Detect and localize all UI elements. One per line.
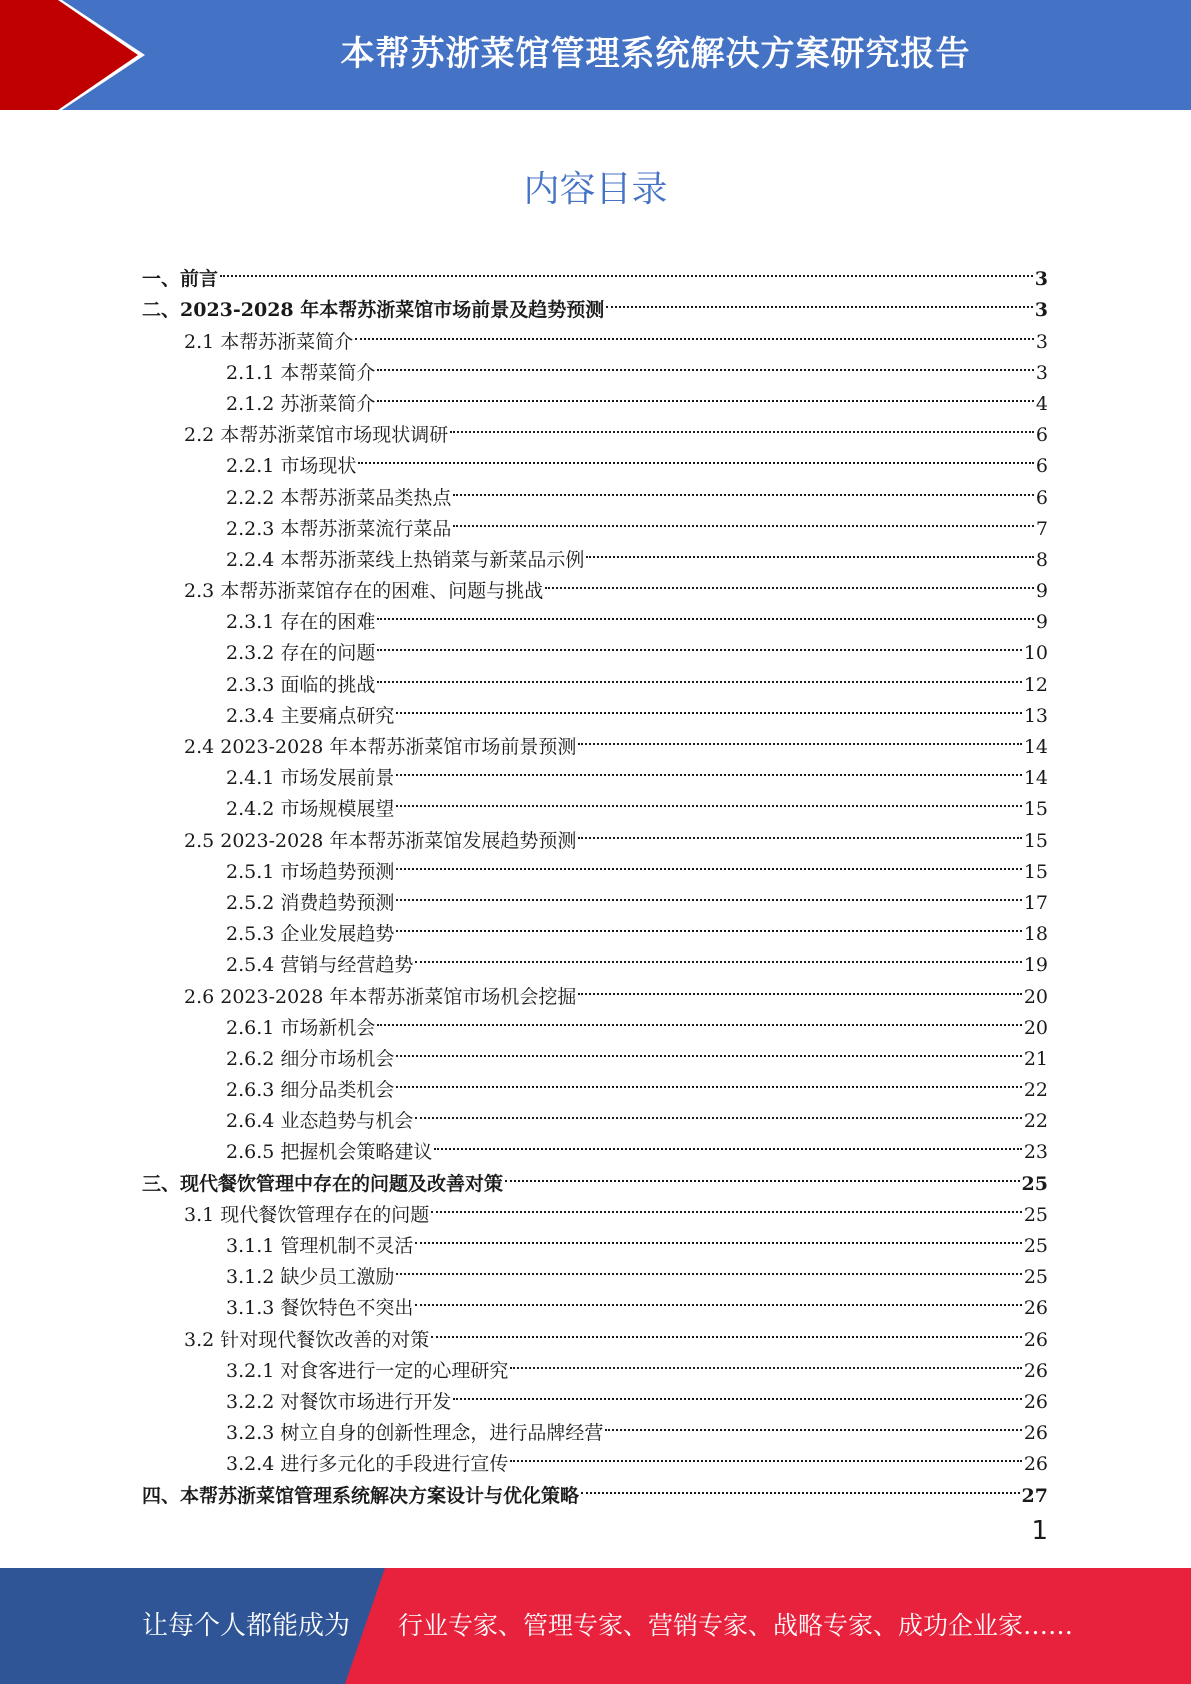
toc-entry-page: 26 [1023,1422,1048,1445]
toc-entry-page: 7 [1035,517,1048,540]
toc-entry-label: 2.3.1 存在的困难 [226,611,376,634]
toc-entry-page: 4 [1035,392,1048,415]
toc-entry-page: 3 [1034,299,1048,322]
toc-dot-leader [396,1034,1021,1065]
page-number: 1 [1031,1516,1048,1546]
toc-entry-label: 2.6.5 把握机会策略建议 [226,1141,433,1164]
toc-entry-page: 15 [1023,860,1048,883]
toc-entry-page: 10 [1023,642,1048,665]
toc-entry-page: 3 [1034,268,1048,291]
toc-dot-leader [415,940,1021,971]
toc-entry-page: 26 [1023,1453,1048,1476]
toc-entry-page: 9 [1035,580,1048,603]
page-header-band [0,0,1191,110]
toc-dot-leader [453,472,1034,503]
toc-entry-label: 2.5.2 消费趋势预测 [226,891,395,914]
toc-entry-label: 一、前言 [142,268,219,291]
toc-entry-page: 14 [1023,767,1048,790]
toc-entry-page: 17 [1023,891,1048,914]
toc-entry-page: 12 [1023,673,1048,696]
toc-dot-leader [453,1377,1021,1408]
toc-entry-label: 2.2.3 本帮苏浙菜流行菜品 [226,517,452,540]
toc-dot-leader [605,1408,1021,1439]
toc-entry-page: 26 [1023,1390,1048,1413]
toc-dot-leader [396,1065,1021,1096]
arrow-chevron-icon [0,0,160,110]
toc-entry-page: 3 [1035,361,1048,384]
toc-entry-label: 3.2.2 对餐饮市场进行开发 [226,1390,452,1413]
toc-dot-leader [358,441,1034,472]
toc-entry-label: 二、2023-2028 年本帮苏浙菜馆市场前景及趋势预测 [142,299,605,322]
toc-entry-label: 3.1.2 缺少员工激励 [226,1266,395,1289]
toc-entry-label: 2.2 本帮苏浙菜馆市场现状调研 [184,424,449,447]
toc-dot-leader [453,504,1034,535]
toc-entry-label: 2.4.1 市场发展前景 [226,767,395,790]
toc-dot-leader [396,753,1021,784]
toc-entry-page: 8 [1035,548,1048,571]
toc-dot-leader [355,316,1034,347]
toc-entry-page: 25 [1023,1235,1048,1257]
toc-entry-label: 2.1 本帮苏浙菜简介 [184,330,354,353]
toc-dot-leader [377,659,1021,690]
toc-dot-leader [586,535,1034,566]
toc-entry-page: 26 [1023,1297,1048,1320]
toc-entry-label: 四、本帮苏浙菜馆管理系统解决方案设计与优化策略 [142,1484,580,1507]
toc-entry-page: 18 [1023,923,1048,946]
toc-dot-leader [396,691,1021,722]
toc-dot-leader [415,1221,1021,1252]
toc-entry-label: 3.2.1 对食客进行一定的心理研究 [226,1359,509,1382]
toc-entry-label: 3.2.3 树立自身的创新性理念，进行品牌经营 [226,1422,604,1445]
toc-entry[interactable] [142,285,1048,322]
toc-dot-leader [505,1158,1020,1189]
toc-entry-label: 2.1.2 苏浙菜简介 [226,392,376,415]
toc-entry-page: 6 [1035,455,1048,478]
toc-entry-page: 25 [1021,1172,1048,1195]
toc-dot-leader [396,909,1021,940]
toc-entry-page: 22 [1023,1110,1048,1133]
toc-dot-leader [220,254,1033,285]
toc-entry-label: 2.4 2023-2028 年本帮苏浙菜馆市场前景预测 [184,736,577,758]
toc-entry-page: 14 [1023,736,1048,758]
toc-dot-leader [415,1096,1021,1127]
toc-entry-page: 21 [1023,1047,1048,1070]
toc-entry-page: 6 [1035,486,1048,509]
toc-entry-page: 6 [1035,424,1048,447]
toc-entry-label: 3.1.1 管理机制不灵活 [226,1235,414,1257]
toc-dot-leader [396,784,1021,815]
toc-entry-page: 20 [1023,1016,1048,1039]
toc-dot-leader [434,1127,1021,1158]
toc-entry-label: 2.2.1 市场现状 [226,455,357,478]
toc-dot-leader [377,597,1034,628]
toc-entry-label: 2.5.3 企业发展趋势 [226,923,395,946]
toc-entry-page: 26 [1023,1328,1048,1351]
toc-entry-page: 3 [1035,330,1048,353]
toc-entry-page: 15 [1023,829,1048,852]
toc-entry-label: 3.2 针对现代餐饮改善的对策 [184,1328,430,1351]
toc-dot-leader [431,1314,1022,1345]
toc-dot-leader [450,410,1034,441]
toc-entry-page: 26 [1023,1359,1048,1382]
toc-dot-leader [377,628,1021,659]
toc-entry-label: 2.5 2023-2028 年本帮苏浙菜馆发展趋势预测 [184,829,577,852]
toc-entry-label: 2.6.3 细分品类机会 [226,1079,395,1102]
footer-slogan-right: 行业专家、管理专家、营销专家、战略专家、成功企业家…… [398,1611,1074,1640]
toc-entry-label: 3.1 现代餐饮管理存在的问题 [184,1203,430,1226]
toc-entry-label: 2.4.2 市场规模展望 [226,798,395,821]
toc-entry-label: 3.2.4 进行多元化的手段进行宣传 [226,1453,509,1476]
toc-entry-page: 20 [1023,985,1048,1008]
toc-entry-label: 3.1.3 餐饮特色不突出 [226,1297,414,1320]
toc-list [142,254,1048,1507]
toc-entry-label: 2.5.1 市场趋势预测 [226,860,395,883]
toc-entry-page: 25 [1023,1266,1048,1289]
toc-dot-leader [545,566,1034,597]
page-footer-band [0,1568,1191,1684]
toc-dot-leader [578,722,1021,753]
toc-dot-leader [396,847,1021,878]
toc-entry-page: 27 [1021,1484,1048,1507]
toc-entry-page: 15 [1023,798,1048,821]
toc-dot-leader [578,815,1021,846]
toc-entry-label: 2.6.1 市场新机会 [226,1016,376,1039]
toc-entry-label: 2.3.2 存在的问题 [226,642,376,665]
toc-entry-label: 2.2.2 本帮苏浙菜品类热点 [226,486,452,509]
toc-entry-label: 2.3 本帮苏浙菜馆存在的困难、问题与挑战 [184,580,544,603]
report-title: 本帮苏浙菜馆管理系统解决方案研究报告 [340,34,971,74]
toc-entry-page: 22 [1023,1079,1048,1102]
toc-entry[interactable] [142,254,1048,291]
footer-slogan-left: 让每个人都能成为 [142,1611,351,1641]
toc-dot-leader [396,878,1021,909]
toc-entry-page: 19 [1023,954,1048,977]
toc-entry-page: 23 [1023,1141,1048,1164]
toc-entry-label: 2.3.4 主要痛点研究 [226,704,395,727]
toc-dot-leader [431,1190,1022,1221]
toc-dot-leader [415,1283,1021,1314]
toc-dot-leader [606,285,1033,316]
toc-entry-label: 2.6.4 业态趋势与机会 [226,1110,414,1133]
toc-heading: 内容目录 [523,169,668,210]
toc-dot-leader [510,1346,1021,1377]
toc-dot-leader [377,1003,1021,1034]
toc-entry-label: 2.6.2 细分市场机会 [226,1047,395,1070]
toc-dot-leader [578,971,1021,1002]
toc-entry-label: 2.5.4 营销与经营趋势 [226,954,414,977]
toc-entry-label: 2.6 2023-2028 年本帮苏浙菜馆市场机会挖掘 [184,985,577,1008]
toc-entry-page: 9 [1035,611,1048,634]
toc-dot-leader [377,348,1034,379]
toc-entry-page: 25 [1023,1203,1048,1226]
toc-dot-leader [396,1252,1021,1283]
toc-entry-label: 2.3.3 面临的挑战 [226,673,376,696]
toc-entry-page: 13 [1023,704,1048,727]
toc-dot-leader [510,1439,1021,1470]
toc-dot-leader [377,379,1034,410]
toc-dot-leader [581,1470,1020,1501]
toc-entry-label: 2.2.4 本帮苏浙菜线上热销菜与新菜品示例 [226,548,585,571]
toc-entry-label: 三、现代餐饮管理中存在的问题及改善对策 [142,1172,504,1195]
toc-entry-label: 2.1.1 本帮菜简介 [226,361,376,384]
